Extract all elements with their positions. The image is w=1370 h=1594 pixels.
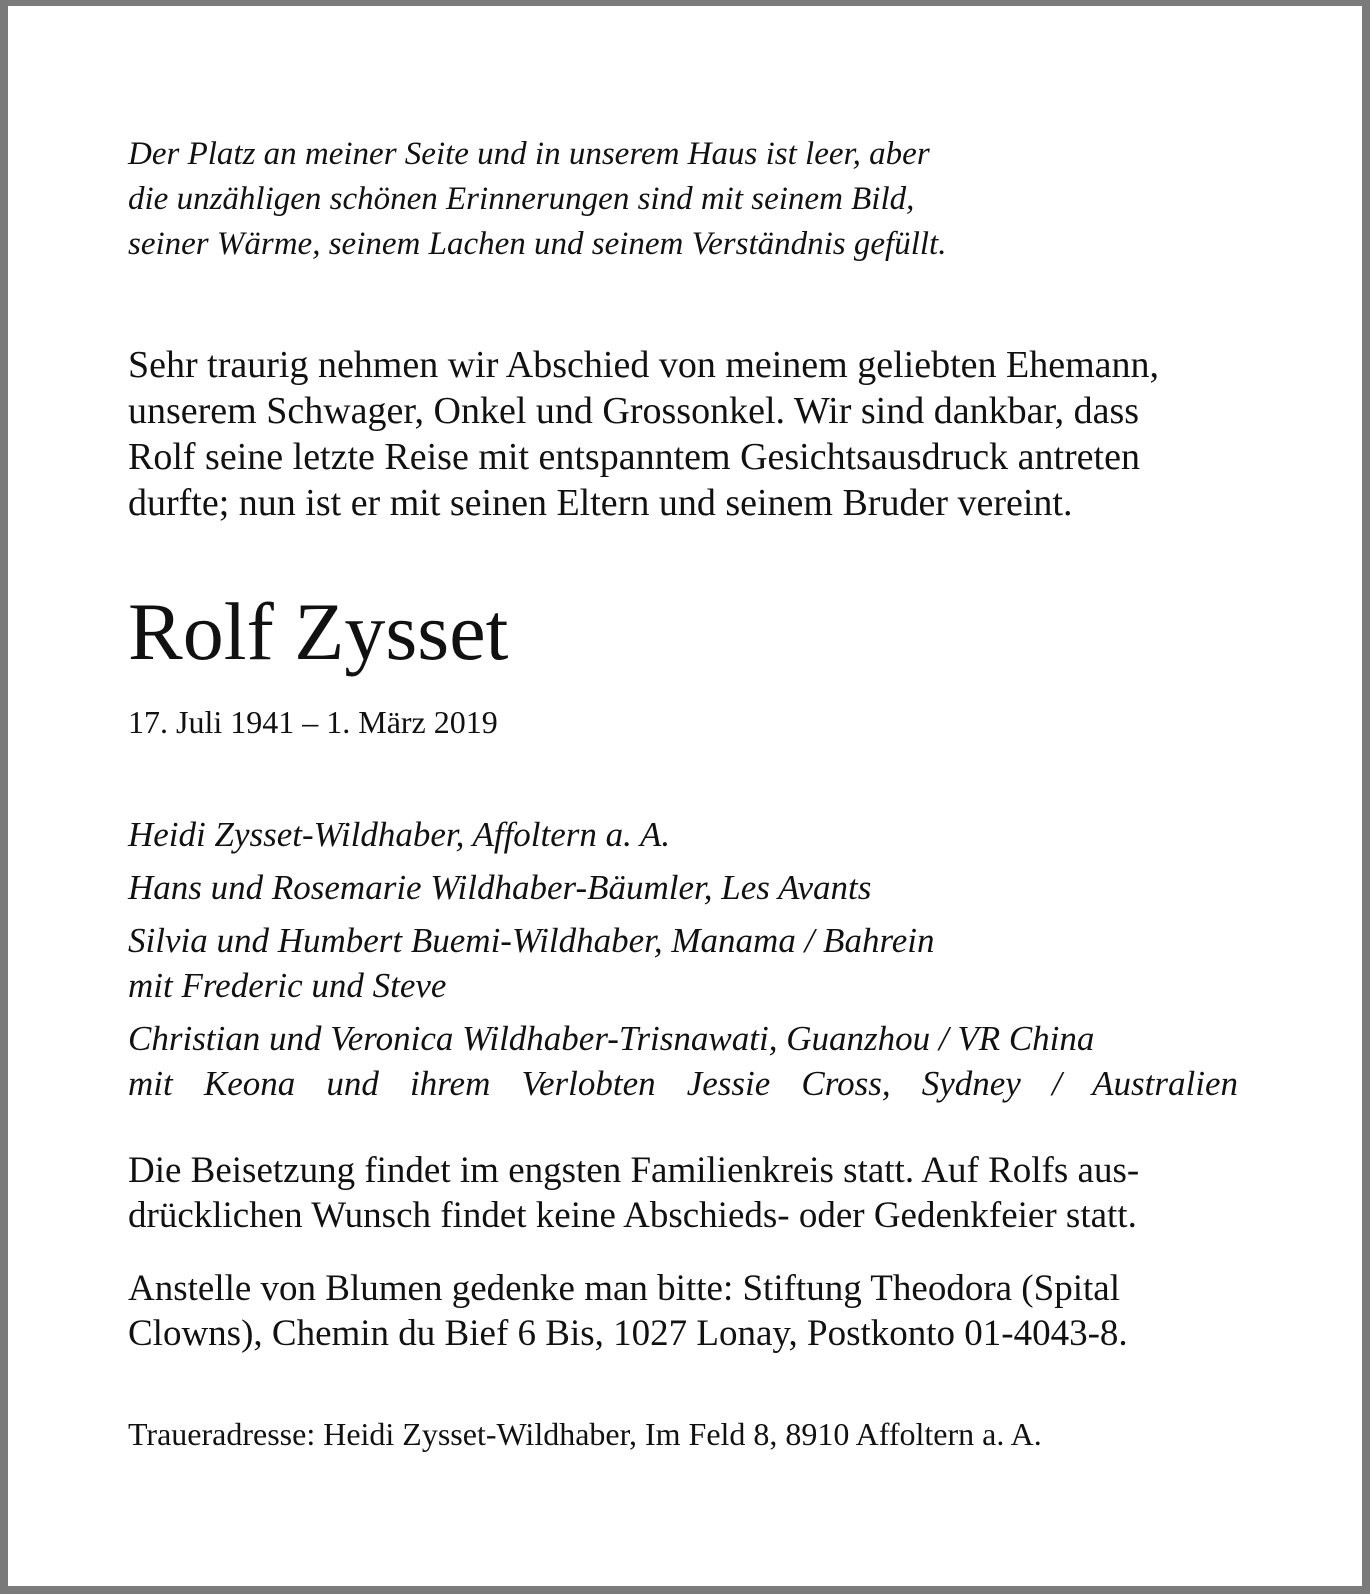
- mourning-address: Traueradresse: Heidi Zysset-Wildhaber, Im Feld 8, 8910 Affoltern a. A.: [128, 1416, 1042, 1452]
- mourner-line: Hans und Rosemarie Wildhaber-Bäumler, Les Avants: [128, 868, 872, 907]
- mourner-entry: [128, 812, 1248, 857]
- motto-line: seiner Wärme, seinem Lachen und seinem Verständnis gefüllt.: [128, 226, 947, 262]
- mourner-line: mit Keona und ihrem Verlobten Jessie Cross, Sydney / Australien: [128, 1064, 1238, 1103]
- mourner-entry: [128, 918, 1248, 1008]
- motto-line: Der Platz an meiner Seite und in unserem Haus ist leer, aber: [128, 136, 930, 172]
- burial-line: Die Beisetzung findet im engsten Familienkreis statt. Auf Rolfs aus-: [128, 1150, 1140, 1191]
- farewell-line: Sehr traurig nehmen wir Abschied von meinem geliebten Ehemann,: [128, 344, 1159, 386]
- mourner-entry: [128, 865, 1248, 910]
- farewell-paragraph: [128, 342, 1248, 526]
- deceased-name: Rolf Zysset: [128, 586, 509, 677]
- mourner-line: Silvia und Humbert Buemi-Wildhaber, Manama / Bahrein: [128, 921, 935, 960]
- donation-notice: [128, 1266, 1248, 1356]
- donation-line: Anstelle von Blumen gedenke man bitte: Stiftung Theodora (Spital: [128, 1268, 1120, 1309]
- life-dates: 17. Juli 1941 – 1. März 2019: [128, 704, 498, 740]
- burial-line: drücklichen Wunsch findet keine Abschieds- oder Gedenkfeier statt.: [128, 1195, 1137, 1236]
- motto-verse: [128, 132, 1248, 267]
- mourner-line: mit Frederic und Steve: [128, 966, 447, 1005]
- farewell-line: unserem Schwager, Onkel und Grossonkel. Wir sind dankbar, dass: [128, 390, 1140, 432]
- mourner-line: Heidi Zysset-Wildhaber, Affoltern a. A.: [128, 815, 671, 854]
- burial-notice: [128, 1148, 1248, 1238]
- motto-line: die unzähligen schönen Erinnerungen sind mit seinem Bild,: [128, 181, 915, 217]
- donation-line: Clowns), Chemin du Bief 6 Bis, 1027 Lonay, Postkonto 01-4043-8.: [128, 1313, 1128, 1354]
- farewell-line: Rolf seine letzte Reise mit entspanntem Gesichtsausdruck antreten: [128, 436, 1140, 478]
- farewell-line: durfte; nun ist er mit seinen Eltern und seinem Bruder vereint.: [128, 482, 1073, 524]
- mourner-entry: [128, 1016, 1248, 1106]
- mourners-list: [128, 812, 1248, 1114]
- mourner-line: Christian und Veronica Wildhaber-Trisnawati, Guanzhou / VR China: [128, 1019, 1095, 1058]
